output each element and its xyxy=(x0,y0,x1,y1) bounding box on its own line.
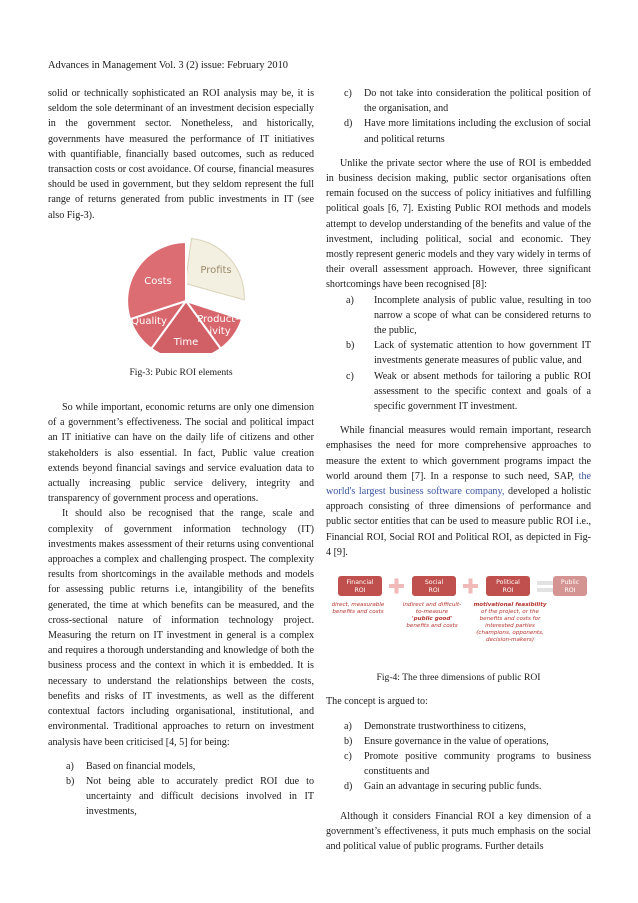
journal-header: Advances in Management Vol. 3 (2) issue: February 2010 xyxy=(48,60,288,71)
plus-icon-vertical xyxy=(395,579,399,594)
list-item: d) Gain an advantage in securing public funds. xyxy=(344,781,542,793)
paragraph: While financial measures would remain important, research emphasises the need for more comprehensive approaches to measure the extent to which government programs impact the world around them [7]. In a response to such need, SAP, the world's largest business software company, developed a holistic approach consisting of three dimensions of performance and public sector entities that can be used to measure public ROI i.e., Financial ROI, Social ROI and Political ROI, as depicted in Fig-4 [9]. xyxy=(326,425,591,558)
paragraph: solid or technically sophisticated an ROI analysis may be, it is seldom the sole determinant of an investment decision especially in the government sector. Nonetheless, and historically, governments have measured the performance of IT initiatives with quantifiable, financially based outcomes, such as reduced transaction costs or cost avoidance. Of course, financial measures should be used in government, but they seldom represent the full range of returns generated from public investments in IT (see also Fig-3). xyxy=(48,88,314,221)
list-item: a) Incomplete analysis of public value, resulting in too narrow a scope of what can be considered returns to the public, xyxy=(346,294,591,337)
plus-icon-vertical xyxy=(469,579,473,594)
paragraph: Unlike the private sector where the use of ROI is embedded in business decision making, public sector organisations often remain focused on the success of policy initiatives and fulfilling political goals [6, 7]. Existing Public ROI methods and models attempt to develop understanding of the benefits and value of the investment, including political, social and economic. They mostly represent generic models and they vary widely in terms of their overall assessment approach. However, three significant shortcomings have been recognised [8]: xyxy=(326,157,591,291)
pie-label-costs: Costs xyxy=(144,275,172,287)
political-roi-description: motivational feasibility of the project, or the benefits and costs for interested parties (champions, opponents, decision-makers) xyxy=(473,602,547,644)
concept-list xyxy=(326,719,591,795)
figure-caption: Fig-3: Pubic ROI elements xyxy=(129,366,233,378)
social-roi-label: Social ROI xyxy=(424,579,444,595)
shortcomings-list xyxy=(326,293,591,415)
list-item: a) Demonstrate trustworthiness to citizens, xyxy=(344,720,527,732)
financial-roi-description: direct, measurable benefits and costs xyxy=(331,602,385,616)
sap-description: the world's largest business software company, xyxy=(326,470,591,498)
list-item: b) Not being able to accurately predict ROI due to uncertainty and difficult decisions involved in IT investments, xyxy=(66,775,314,818)
pie-label-profits: Profits xyxy=(200,264,232,276)
criticism-list xyxy=(48,759,314,820)
roi-elements-pie-chart xyxy=(88,231,278,353)
political-roi-label: Political ROI xyxy=(496,579,520,595)
financial-roi-label: Financial ROI xyxy=(346,579,374,595)
list-item: c) Promote positive community programs to business constituents and xyxy=(344,750,591,778)
left-column xyxy=(48,86,314,820)
list-item: a) Based on financial models, xyxy=(66,760,196,772)
figure-caption: Fig-4: The three dimensions of public ROI xyxy=(376,672,541,684)
criticism-list-continued xyxy=(326,86,591,147)
paragraph: The concept is argued to: xyxy=(326,696,428,708)
list-item: c) Weak or absent methods for tailoring a public ROI assessment to the specific context and goals of a specific government IT investment. xyxy=(346,370,591,413)
public-roi-dimensions-diagram xyxy=(326,570,591,666)
paragraph: Although it considers Financial ROI a key dimension of a government’s effectiveness, it puts much emphasis on the social and political value of public programs. Further details xyxy=(326,810,591,852)
pie-label-quality: Quality xyxy=(131,315,167,327)
list-item: d) Have more limitations including the exclusion of social and political returns xyxy=(344,118,591,145)
list-item: c) Do not take into consideration the political position of the organisation, and xyxy=(344,88,591,115)
public-roi-label: Public ROI xyxy=(560,579,580,595)
list-item: b) Lack of systematic attention to how government IT investments generate measures of public value, and xyxy=(346,340,591,367)
pie-label-time: Time xyxy=(173,336,199,348)
pie-label-productivity: Product-ivity xyxy=(197,313,239,337)
right-column xyxy=(326,86,591,854)
paragraph: It should also be recognised that the range, scale and complexity of government information technology (IT) investments makes assessment of their returns using conventional approaches a complex and challenging prospect. The complexity results from shortcomings in the available methods and models for assessing public returns i.e, intangibility of the benefits generated, the time at which benefits can be measured, and the cross-sectional nature of information technology project. Measuring the return on IT investment in general is a complex and requires a thorough understanding and knowledge of both the business process and the context in which it is embedded. It is necessary to understand the relationships between the costs, benefits and risks of IT investments, as well as the different contextual factors including organisational, institutional, and environmental. Traditional approaches to return on investment analysis have been criticised [4, 5] for being: xyxy=(48,508,314,748)
equals-icon xyxy=(537,588,554,592)
social-roi-description: indirect and difficult-to-measure 'public good' benefits and costs xyxy=(402,602,462,630)
equals-icon xyxy=(537,581,554,585)
list-item: b) Ensure governance in the value of operations, xyxy=(344,735,549,747)
paragraph: So while important, economic returns are only one dimension of a government’s effectiveness. The social and political impact an IT initiative can have on the daily life of citizens and other stakeholders is also essential. In fact, Public value creation extends beyond financial savings and service evaluation data to actually increasing public service delivery, integrity and transparency of government process and operations. xyxy=(48,402,314,505)
